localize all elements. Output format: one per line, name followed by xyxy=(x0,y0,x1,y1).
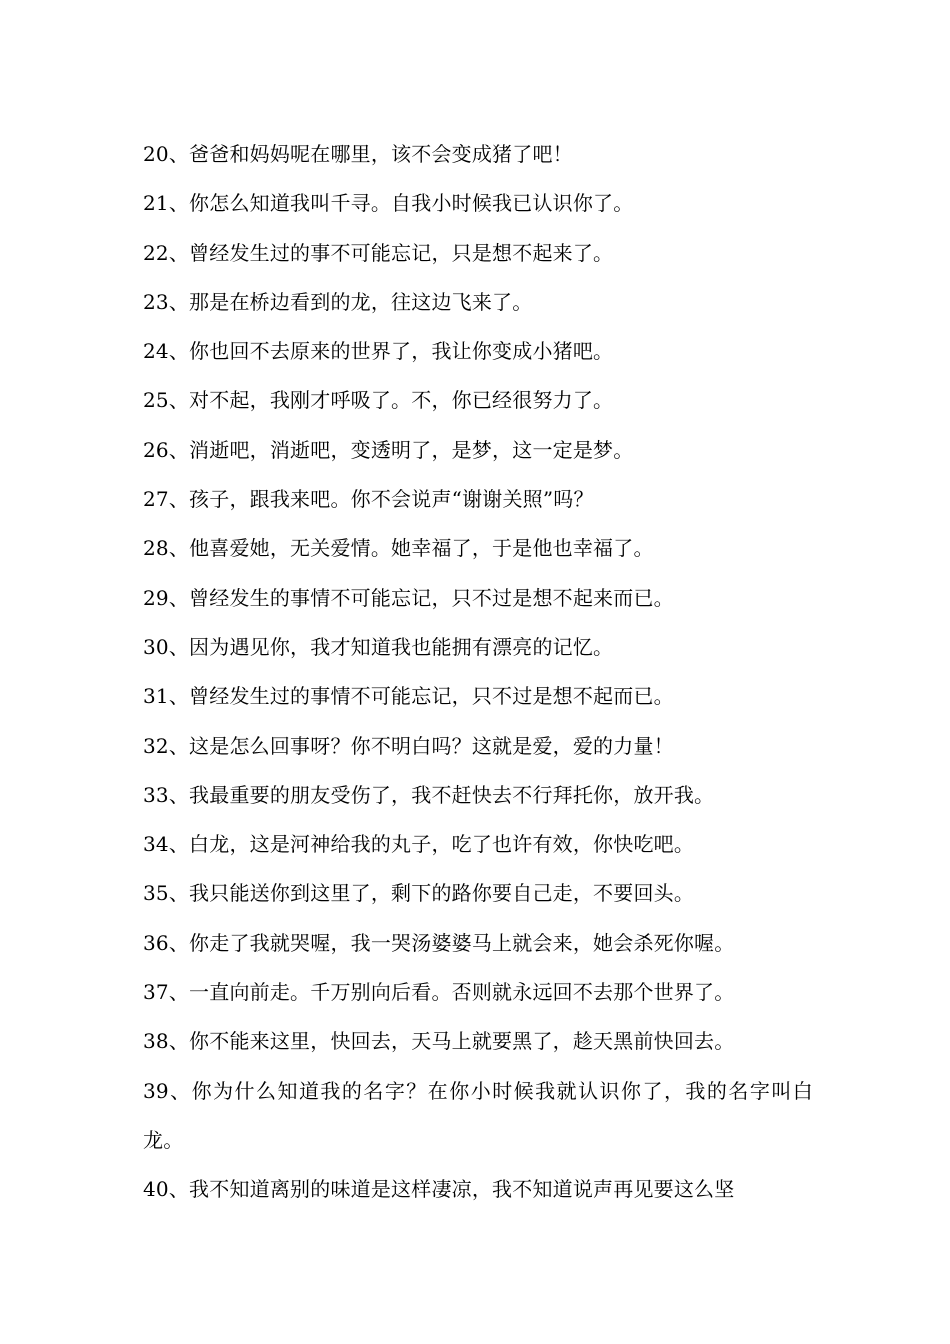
quote-line-20: 20、爸爸和妈妈呢在哪里，该不会变成猪了吧！ xyxy=(143,142,573,166)
quote-line-28: 28、他喜爱她，无关爱情。她幸福了，于是他也幸福了。 xyxy=(143,536,654,561)
quote-line-21: 21、你怎么知道我叫千寻。自我小时候我已认识你了。 xyxy=(143,191,634,216)
quote-line-31: 31、曾经发生过的事情不可能忘记，只不过是想不起而已。 xyxy=(143,684,674,709)
quote-line-37: 37、一直向前走。千万别向后看。否则就永远回不去那个世界了。 xyxy=(143,980,735,1005)
quote-line-27: 27、孩子，跟我来吧。你不会说声“谢谢关照”吗？ xyxy=(143,487,594,512)
quote-line-34: 34、白龙，这是河神给我的丸子，吃了也许有效，你快吃吧。 xyxy=(143,832,695,857)
quote-line-36: 36、你走了我就哭喔，我一哭汤婆婆马上就会来，她会杀死你喔。 xyxy=(143,930,735,955)
quote-line-32: 32、这是怎么回事呀？你不明白吗？这就是爱，爱的力量！ xyxy=(143,733,674,758)
quote-line-24: 24、你也回不去原来的世界了，我让你变成小猪吧。 xyxy=(143,339,614,364)
quote-line-39: 39、你为什么知道我的名字？在你小时候我就认识你了，我的名字叫白龙。 xyxy=(143,1078,813,1152)
quote-line-23: 23、那是在桥边看到的龙，往这边飞来了。 xyxy=(143,289,533,314)
quote-line-38: 38、你不能来这里，快回去，天马上就要黑了，趁天黑前快回去。 xyxy=(143,1029,735,1054)
document-body xyxy=(143,130,813,1215)
quote-line-35: 35、我只能送你到这里了，剩下的路你要自己走，不要回头。 xyxy=(143,881,695,906)
quote-line-22: 22、曾经发生过的事不可能忘记，只是想不起来了。 xyxy=(143,240,614,265)
quote-line-26: 26、消逝吧，消逝吧，变透明了，是梦，这一定是梦。 xyxy=(143,437,634,462)
quote-line-33: 33、我最重要的朋友受伤了，我不赶快去不行拜托你，放开我。 xyxy=(143,782,715,807)
quote-line-40: 40、我不知道离别的味道是这样凄凉，我不知道说声再见要这么坚 xyxy=(143,1177,735,1202)
quote-line-30: 30、因为遇见你，我才知道我也能拥有漂亮的记忆。 xyxy=(143,634,614,659)
quote-line-25: 25、对不起，我刚才呼吸了。不，你已经很努力了。 xyxy=(143,388,614,413)
quote-line-29: 29、曾经发生的事情不可能忘记，只不过是想不起来而已。 xyxy=(143,585,674,610)
